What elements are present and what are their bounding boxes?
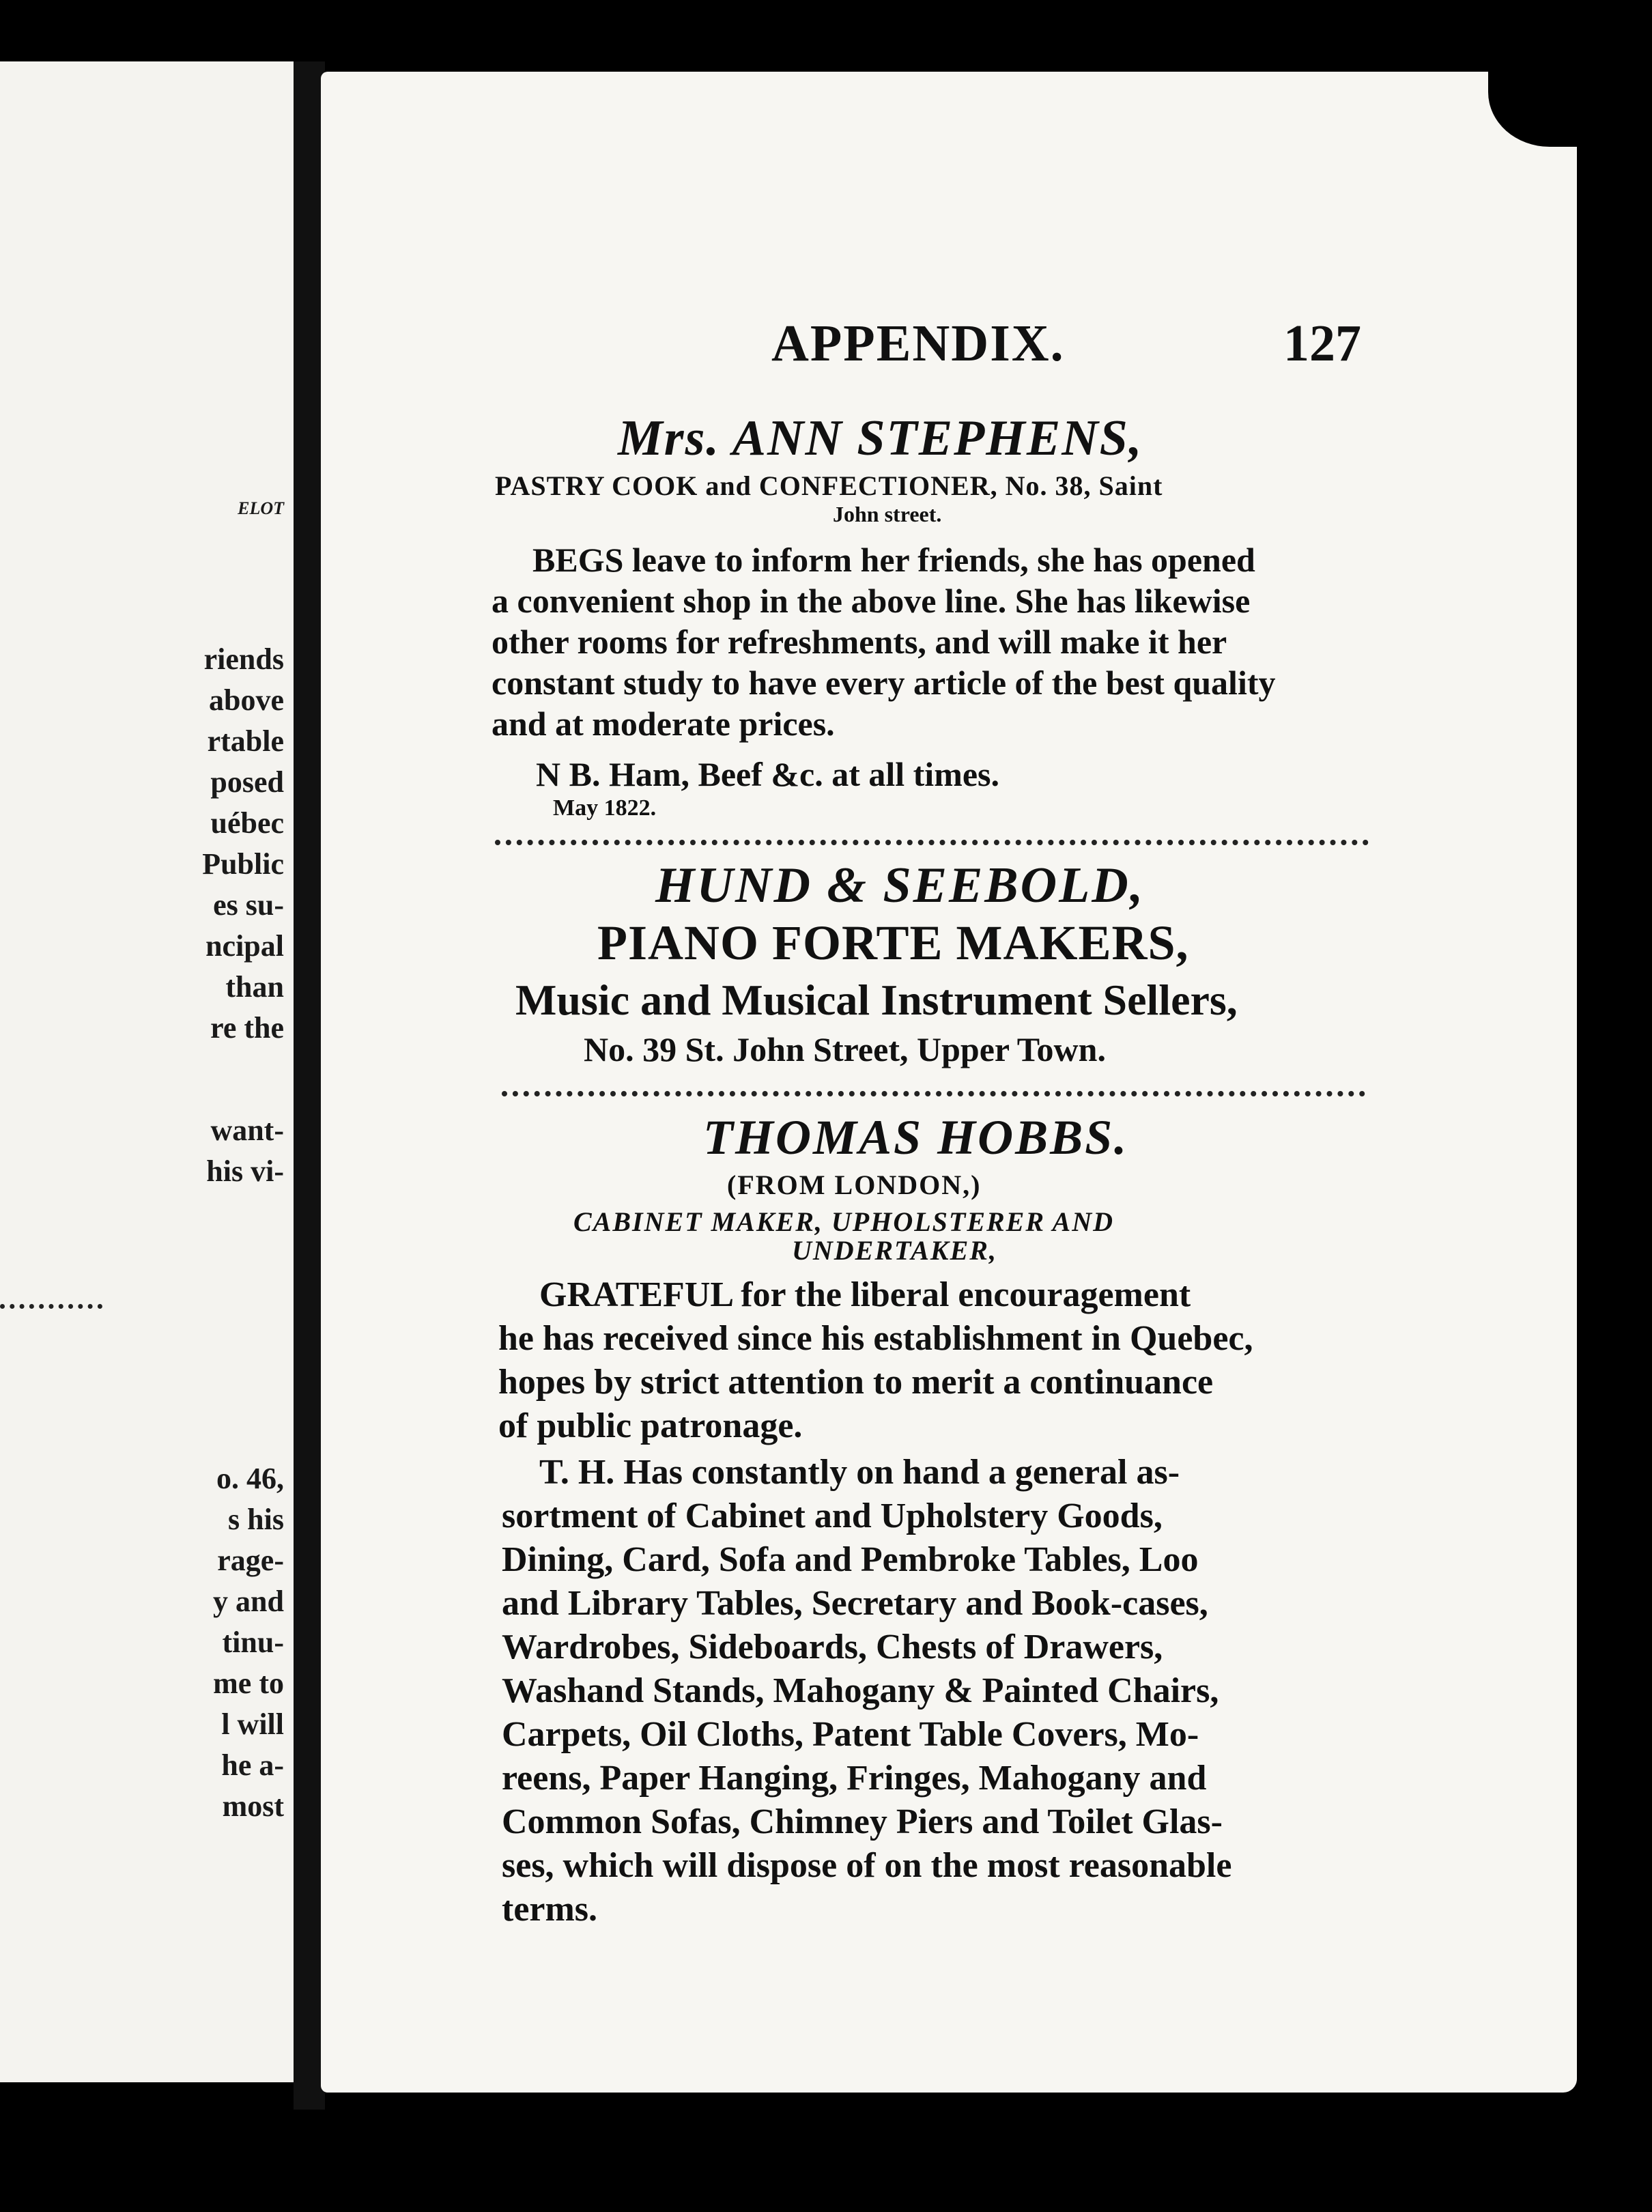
left-fragment: than	[225, 970, 284, 1004]
ad1-body-line: and at moderate prices.	[492, 705, 835, 743]
left-fragment: re the	[210, 1011, 284, 1045]
left-fragment: me to	[213, 1667, 284, 1700]
ad3-origin: (FROM LONDON,)	[727, 1169, 982, 1200]
ad3-body-line: and Library Tables, Secretary and Book-cases,	[502, 1584, 1208, 1623]
ad3-body-line: Washand Stands, Mahogany & Painted Chairs,	[502, 1671, 1219, 1710]
left-fragment: want-	[210, 1114, 284, 1147]
ad1-trade: PASTRY COOK and CONFECTIONER, No. 38, Saint	[495, 470, 1163, 501]
ad3-trade: CABINET MAKER, UPHOLSTERER AND	[573, 1206, 1115, 1237]
ad1-body-line: BEGS leave to inform her friends, she has opened	[532, 541, 1255, 579]
left-fragment: tinu-	[222, 1626, 284, 1659]
ad1-body-line: constant study to have every article of the best quality	[492, 664, 1276, 702]
left-fragment: o. 46,	[216, 1462, 284, 1495]
ad1-body	[492, 539, 1365, 744]
ad1-date: May 1822.	[553, 795, 657, 821]
running-head: APPENDIX.	[771, 315, 1065, 372]
ad2-trade: PIANO FORTE MAKERS,	[597, 916, 1189, 970]
left-fragment: ncipal	[205, 929, 284, 963]
ad3-body-line: terms.	[502, 1890, 598, 1929]
ad3-body-line: reens, Paper Hanging, Fringes, Mahogany and	[502, 1759, 1207, 1798]
ad1-body-line: other rooms for refreshments, and will make it her	[492, 623, 1227, 661]
page-number: 127	[1283, 315, 1361, 372]
left-fragment: above	[209, 683, 284, 717]
left-fragment: Public	[202, 847, 284, 881]
ad3-trade-cont: UNDERTAKER,	[792, 1235, 997, 1266]
ad3-body-line: ses, which will dispose of on the most reasonable	[502, 1846, 1232, 1885]
ad1-note: N B. Ham, Beef &c. at all times.	[536, 755, 1000, 793]
ad3-body-line: sortment of Cabinet and Upholstery Goods,	[502, 1497, 1163, 1535]
dotted-rule	[495, 840, 1369, 845]
left-fragment: he a-	[221, 1748, 284, 1782]
ad3-body-line: Dining, Card, Sofa and Pembroke Tables, Loo	[502, 1540, 1199, 1579]
ad3-body-line: Wardrobes, Sideboards, Chests of Drawers,	[502, 1628, 1163, 1667]
ad2-subtitle: Music and Musical Instrument Sellers,	[515, 976, 1238, 1024]
ad2-address: No. 39 St. John Street, Upper Town.	[584, 1030, 1106, 1068]
left-fragment: uébec	[210, 806, 284, 840]
ad3-body-line: hopes by strict attention to merit a continuance	[498, 1363, 1214, 1402]
left-dotted-rule	[0, 1304, 102, 1309]
left-fragment: s his	[228, 1503, 284, 1536]
ad3-paragraph-1	[498, 1273, 1372, 1448]
ad3-name: THOMAS HOBBS.	[703, 1110, 1129, 1165]
left-fragment: ELOT	[238, 498, 284, 518]
left-fragment: most	[222, 1789, 284, 1823]
ad1-name: Mrs. ANN STEPHENS,	[618, 410, 1143, 466]
ad3-body-line: he has received since his establishment in Quebec,	[498, 1319, 1253, 1358]
left-fragment: riends	[203, 642, 284, 676]
left-page	[0, 61, 298, 2082]
ad1-body-line: a convenient shop in the above line. She has likewise	[492, 582, 1251, 620]
left-fragment: his vi-	[206, 1154, 284, 1188]
dotted-rule	[502, 1091, 1365, 1096]
left-fragment: rtable	[207, 724, 284, 758]
ad3-body-line: of public patronage.	[498, 1406, 803, 1445]
ad3-body-line: GRATEFUL for the liberal encouragement	[539, 1275, 1191, 1314]
ad3-body-line: Carpets, Oil Cloths, Patent Table Covers, Mo-	[502, 1715, 1199, 1754]
left-fragment: y and	[213, 1585, 284, 1618]
ad3-body-line: Common Sofas, Chimney Piers and Toilet Glas-	[502, 1802, 1223, 1841]
ad3-paragraph-2	[502, 1451, 1376, 1931]
left-fragment: posed	[210, 765, 284, 799]
left-fragment: es su-	[213, 888, 284, 922]
left-fragment: rage-	[217, 1544, 284, 1577]
ad2-name: HUND & SEEBOLD,	[655, 857, 1145, 913]
left-fragment: l will	[221, 1707, 284, 1741]
ad3-body-line: T. H. Has constantly on hand a general as-	[539, 1453, 1180, 1492]
ad1-trade-cont: John street.	[833, 502, 942, 526]
